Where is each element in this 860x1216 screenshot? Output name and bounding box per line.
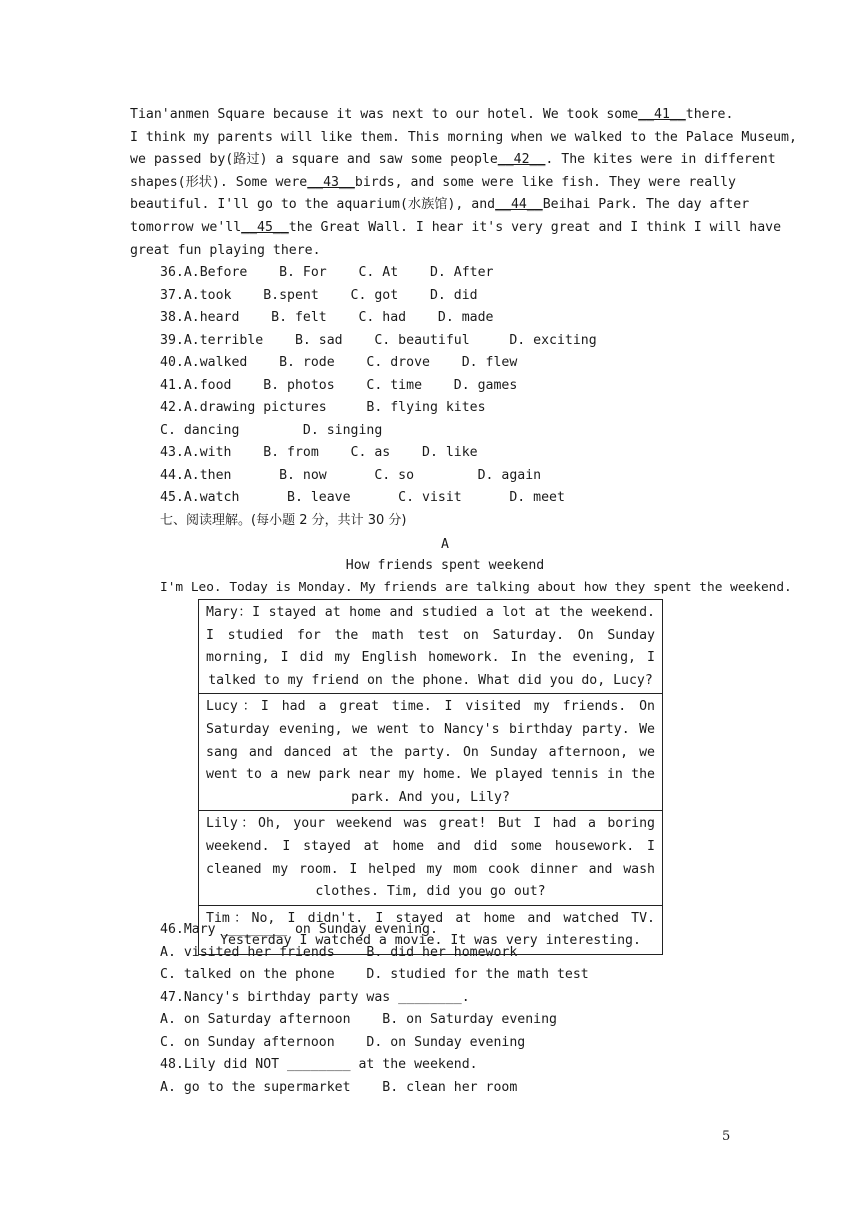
question-line: 46.Mary ________ on Sunday evening. [160, 922, 438, 937]
option-line: 36.A.Before B. For C. At D. After [160, 265, 494, 280]
option-line: 44.A.then B. now C. so D. again [160, 468, 542, 483]
page-number: 5 [722, 1129, 731, 1144]
passage-text: beautiful. I'll go to the aquarium(水族馆), and [130, 197, 496, 212]
passage-line [130, 219, 782, 237]
passage-text: we passed by(路过) a square and saw some people [130, 152, 498, 167]
option-line: 38.A.heard B. felt C. had D. made [160, 310, 494, 325]
passage-text: . The kites were in different [545, 152, 776, 167]
question-line: C. talked on the phone D. studied for the math test [160, 967, 589, 982]
passage-line [130, 196, 750, 214]
passage-text: there. [685, 107, 734, 122]
blank-42: __42__ [497, 152, 546, 167]
dialogue-cell-lily: Lily：Oh, your weekend was great! But I had a boring weekend. I stayed at home and did some housework. I cleaned my room. I helped my mom cook dinner and wash clothes. Tim, did you go out? [199, 811, 662, 905]
dialogue-cell-tim: Tim：No, I didn't. I stayed at home and watched TV. Yesterday I watched a movie. It was very interesting. [206, 910, 655, 949]
passage-text: I think my parents will like them. This morning when we walked to the Palace Museum, [130, 130, 797, 145]
blank-41: __41__ [638, 107, 686, 122]
passage-text: Beihai Park. The day after [542, 197, 750, 212]
option-line: 40.A.walked B. rode C. drove D. flew [160, 355, 518, 370]
part-letter: A [441, 537, 449, 552]
question-line: A. go to the supermarket B. clean her room [160, 1080, 518, 1095]
question-line: A. visited her friends B. did her homework [160, 945, 518, 960]
passage-line [130, 106, 732, 124]
passage-text: shapes(形状). Some were [130, 175, 308, 190]
blank-43: __43__ [307, 175, 355, 190]
question-line: C. on Sunday afternoon D. on Sunday evening [160, 1035, 526, 1050]
passage-line: great fun playing there. [130, 243, 321, 258]
option-line: C. dancing D. singing [160, 423, 383, 438]
blank-45: __45__ [241, 220, 289, 235]
option-line: 45.A.watch B. leave C. visit D. meet [160, 490, 565, 505]
reading-title: How friends spent weekend [345, 558, 545, 573]
passage-text: Tian'anmen Square because it was next to our hotel. We took some [130, 107, 639, 122]
reading-intro: I'm Leo. Today is Monday. My friends are talking about how they spent the weekend. [160, 580, 792, 595]
passage-line [130, 174, 736, 192]
option-line: 43.A.with B. from C. as D. like [160, 445, 478, 460]
option-line: 37.A.took B.spent C. got D. did [160, 288, 478, 303]
dialogue-table [198, 599, 663, 955]
passage-line [130, 151, 776, 169]
dialogue-cell-lucy: Lucy：I had a great time. I visited my friends. On Saturday evening, we went to Nancy's birthday party. We sang and danced at the party. On Sunday afternoon, we went to a new park near my home. We played tennis in the park. And you, Lily? [199, 694, 662, 811]
question-line: 47.Nancy's birthday party was ________. [160, 990, 470, 1005]
passage-text: tomorrow we'll [130, 220, 242, 235]
option-line: 39.A.terrible B. sad C. beautiful D. exciting [160, 333, 597, 348]
option-line: 41.A.food B. photos C. time D. games [160, 378, 518, 393]
passage-text: the Great Wall. I hear it's very great and I think I will have [288, 220, 782, 235]
blank-44: __44__ [495, 197, 543, 212]
section-title: 七、阅读理解。(每小题 2 分，共计 30 分) [160, 513, 407, 528]
passage-text: birds, and some were like fish. They were really [354, 175, 736, 190]
passage-line [130, 129, 797, 147]
question-line: 48.Lily did NOT ________ at the weekend. [160, 1057, 478, 1072]
option-line: 42.A.drawing pictures B. flying kites [160, 400, 486, 415]
dialogue-cell-mary: Mary：I stayed at home and studied a lot at the weekend. I studied for the math test on Saturday. On Sunday morning, I did my English homework. In the evening, I talked to my friend on the phone. What did you do, Lucy? [199, 600, 662, 694]
question-line: A. on Saturday afternoon B. on Saturday evening [160, 1012, 557, 1027]
